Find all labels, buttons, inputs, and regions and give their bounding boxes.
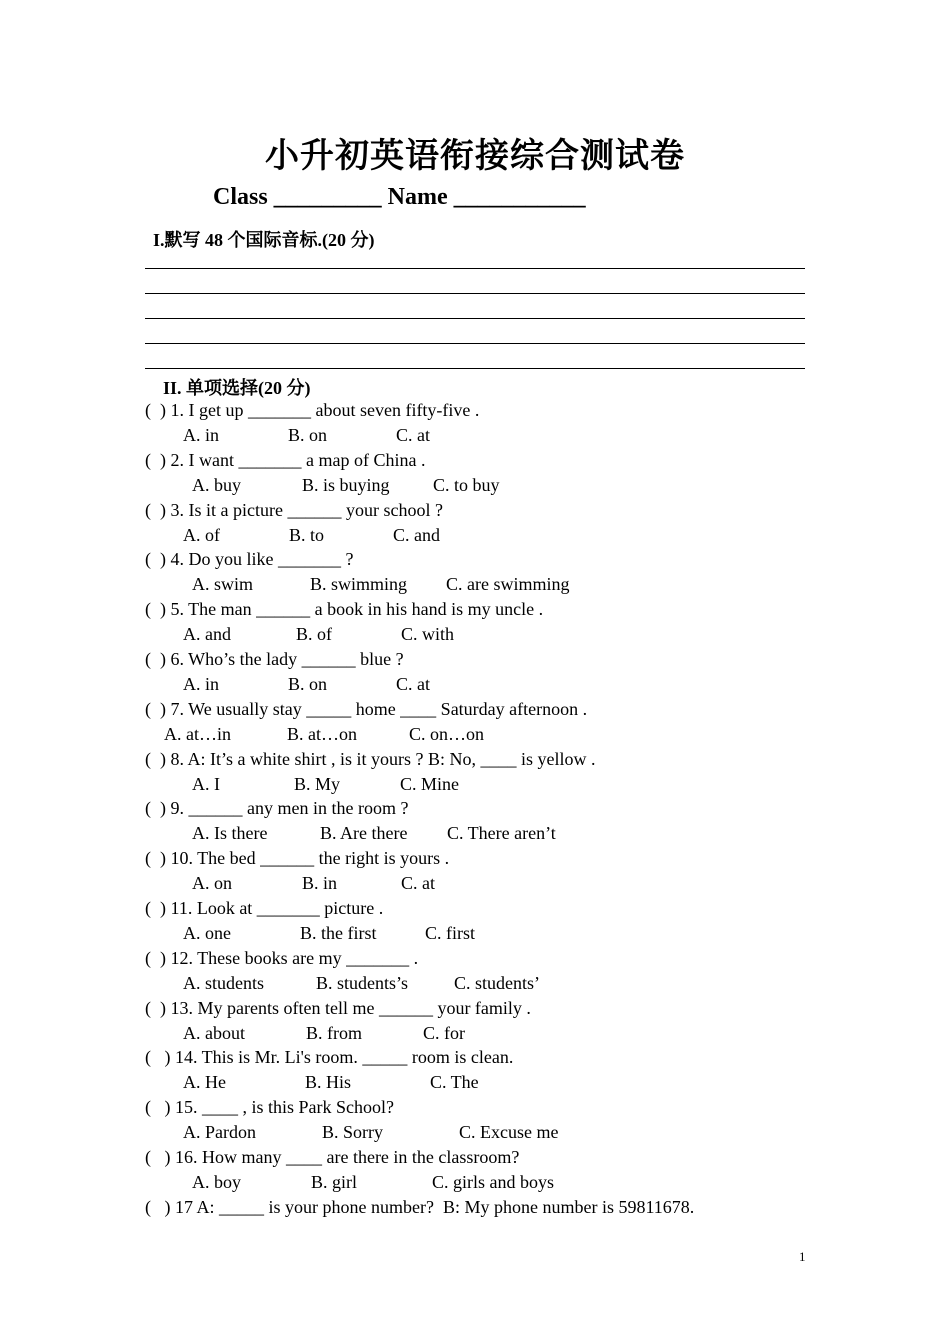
answer-option: B. from <box>306 1022 362 1043</box>
answer-option: B. is buying <box>302 474 390 495</box>
class-name-line: Class _________ Name ___________ <box>213 184 586 210</box>
answer-option: B. at…on <box>287 723 357 744</box>
question-text: ( ) 10. The bed ______ the right is yours . <box>145 848 450 869</box>
answer-option: B. of <box>296 624 332 645</box>
answer-option: A. students <box>183 972 264 993</box>
page-number: 1 <box>799 1249 806 1264</box>
answer-option: A. in <box>183 674 219 694</box>
answer-option: C. first <box>425 923 476 943</box>
answer-option: C. and <box>393 524 440 545</box>
answer-option: B. to <box>289 524 325 545</box>
question-text: ( ) 8. A: It’s a white shirt , is it yours ? B: No, ____ is yellow . <box>145 748 596 769</box>
answer-option: C. for <box>423 1022 465 1043</box>
page-title: 小升初英语衔接综合测试卷 <box>265 138 685 175</box>
question-text: ( ) 4. Do you like _______ ? <box>145 549 354 570</box>
answer-option: A. I <box>192 773 220 794</box>
answer-option: C. The <box>430 1072 479 1093</box>
answer-option: B. My <box>294 773 341 794</box>
answer-option: B. on <box>288 674 328 694</box>
answer-option: A. on <box>192 873 232 894</box>
answer-option: C. students’ <box>454 972 541 993</box>
answer-option: A. and <box>183 624 231 645</box>
answer-option: B. His <box>305 1072 352 1093</box>
question-text: ( ) 6. Who’s the lady ______ blue ? <box>145 649 404 669</box>
answer-option: C. at <box>401 873 435 894</box>
answer-option: C. are swimming <box>446 574 570 595</box>
answer-line <box>145 318 805 319</box>
answer-option: B. the first <box>300 923 377 943</box>
answer-option: A. He <box>183 1072 226 1093</box>
answer-line <box>145 343 805 344</box>
answer-option: A. at…in <box>164 723 231 744</box>
question-text: ( ) 17 A: _____ is your phone number? B: My phone number is 59811678. <box>145 1196 695 1217</box>
section-1-heading: I.默写 48 个国际音标.(20 分) <box>153 230 375 250</box>
question-text: ( ) 14. This is Mr. Li's room. _____ room is clean. <box>145 1047 514 1068</box>
answer-option: C. at <box>396 674 430 694</box>
question-text: ( ) 15. ____ , is this Park School? <box>145 1097 394 1118</box>
answer-option: A. swim <box>192 574 254 595</box>
answer-option: A. Is there <box>192 823 268 844</box>
answer-option: A. Pardon <box>183 1122 256 1143</box>
answer-option: B. Sorry <box>322 1122 384 1143</box>
question-text: ( ) 11. Look at _______ picture . <box>145 898 384 918</box>
answer-option: A. one <box>183 923 231 943</box>
answer-option: B. swimming <box>310 574 408 595</box>
answer-option: C. with <box>401 624 455 645</box>
question-text: ( ) 5. The man ______ a book in his hand is my uncle . <box>145 599 544 620</box>
answer-option: C. girls and boys <box>432 1172 555 1192</box>
answer-option: A. of <box>183 524 220 545</box>
question-text: ( ) 2. I want _______ a map of China . <box>145 449 426 470</box>
answer-option: C. Mine <box>400 773 460 794</box>
answer-option: C. to buy <box>433 474 500 495</box>
answer-option: B. students’s <box>316 972 409 993</box>
question-text: ( ) 13. My parents often tell me ______ your family . <box>145 997 531 1018</box>
answer-option: B. girl <box>311 1172 358 1192</box>
answer-option: C. Excuse me <box>459 1122 559 1143</box>
answer-line <box>145 268 805 269</box>
answer-option: B. in <box>302 873 338 894</box>
question-text: ( ) 1. I get up _______ about seven fifty-five . <box>145 400 480 420</box>
answer-option: A. in <box>183 425 219 445</box>
answer-option: B. Are there <box>320 823 408 844</box>
question-text: ( ) 12. These books are my _______ . <box>145 947 419 968</box>
answer-option: B. on <box>288 425 328 445</box>
section-2-heading: II. 单项选择(20 分) <box>163 378 311 398</box>
question-text: ( ) 16. How many ____ are there in the classroom? <box>145 1147 520 1167</box>
question-text: ( ) 9. ______ any men in the room ? <box>145 798 409 819</box>
answer-option: A. about <box>183 1022 245 1043</box>
answer-line <box>145 293 805 294</box>
answer-option: C. at <box>396 425 430 445</box>
answer-option: A. buy <box>192 474 241 495</box>
answer-option: A. boy <box>192 1172 241 1192</box>
answer-line <box>145 368 805 369</box>
question-text: ( ) 3. Is it a picture ______ your school ? <box>145 499 443 520</box>
answer-option: C. There aren’t <box>447 823 556 844</box>
question-text: ( ) 7. We usually stay _____ home ____ Saturday afternoon . <box>145 698 588 719</box>
answer-option: C. on…on <box>409 723 485 744</box>
